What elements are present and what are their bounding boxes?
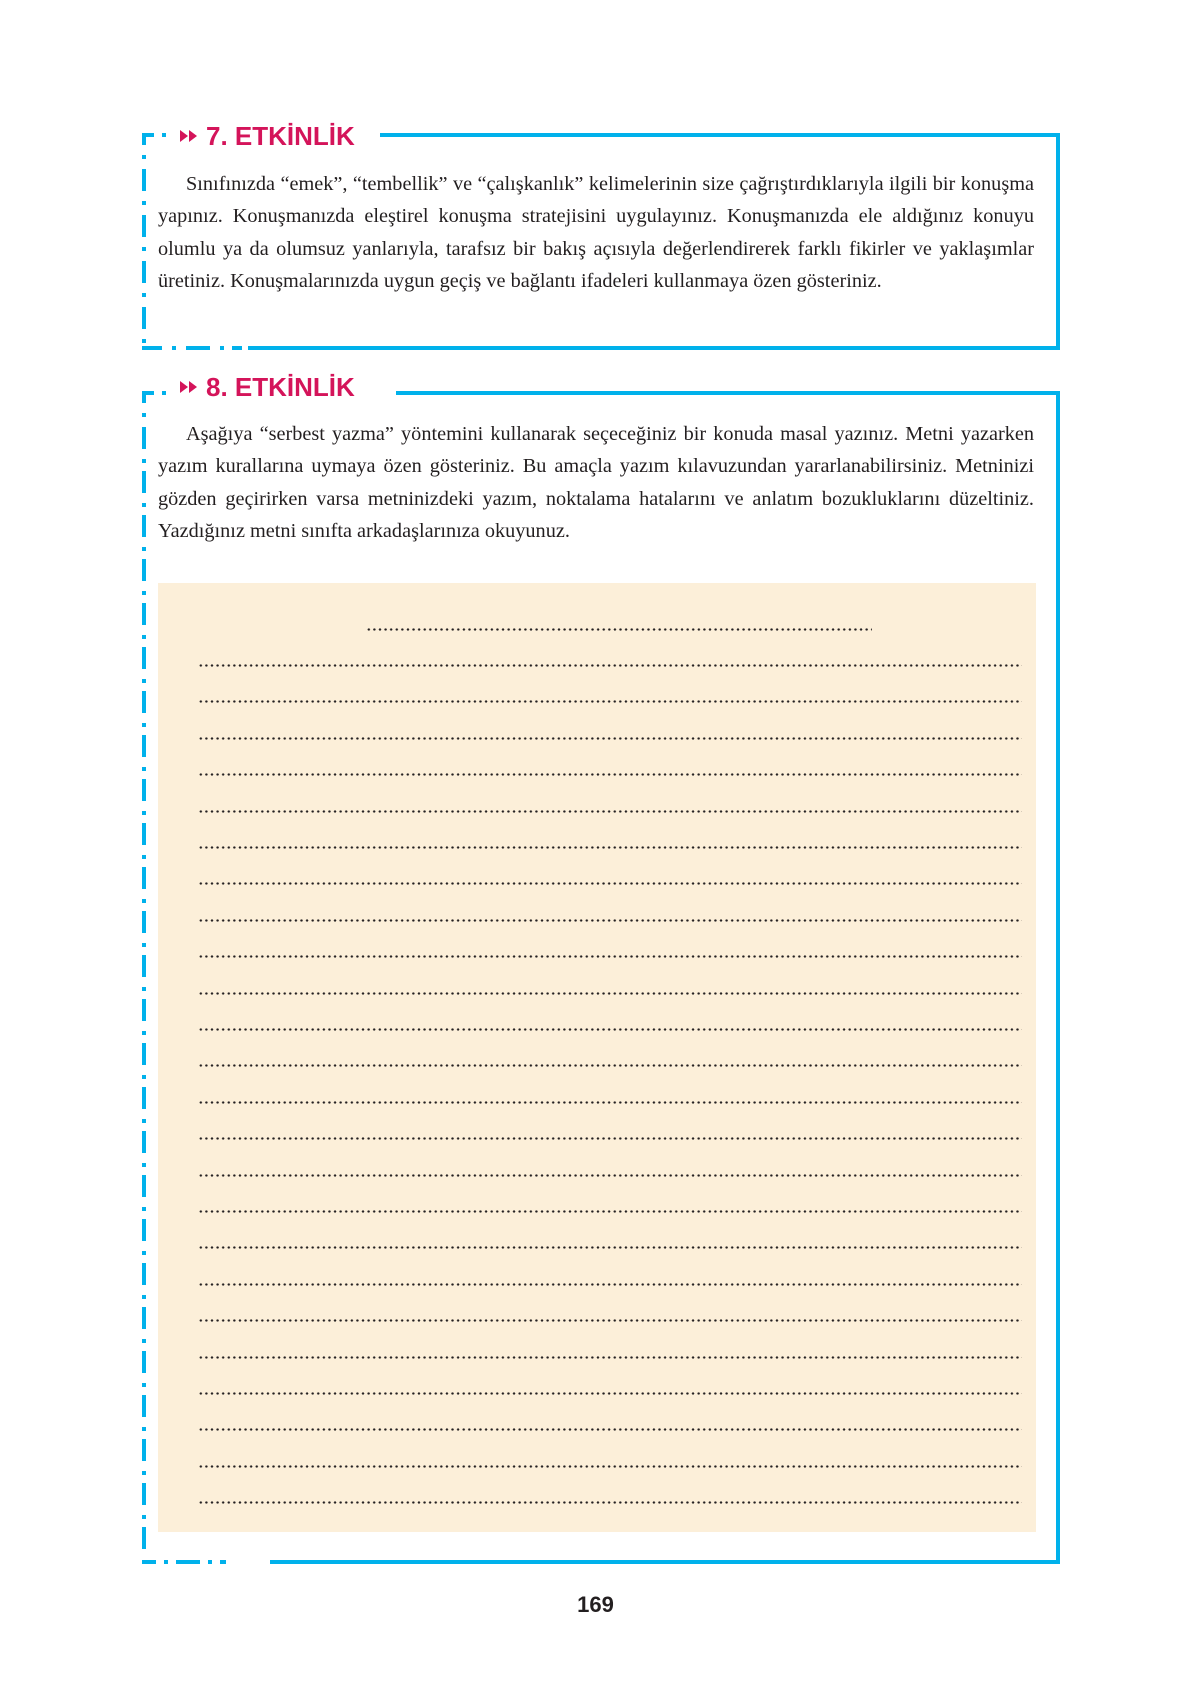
writing-line[interactable] bbox=[198, 773, 1022, 776]
writing-line[interactable] bbox=[198, 1319, 1022, 1322]
writing-line[interactable] bbox=[198, 919, 1022, 922]
box-left-dashes bbox=[142, 391, 146, 1563]
box-bottom-dashes bbox=[142, 1560, 252, 1564]
writing-line[interactable] bbox=[198, 992, 1022, 995]
box-top-dashes bbox=[142, 391, 182, 395]
writing-line[interactable] bbox=[198, 664, 1022, 667]
writing-line[interactable] bbox=[198, 1101, 1022, 1104]
activity-8-instructions bbox=[158, 418, 1034, 548]
writing-line[interactable] bbox=[198, 1064, 1022, 1067]
title-writing-line[interactable] bbox=[366, 628, 872, 631]
writing-area[interactable] bbox=[158, 583, 1036, 1532]
writing-line[interactable] bbox=[198, 1428, 1022, 1431]
box-right-border bbox=[1056, 391, 1060, 1564]
writing-line[interactable] bbox=[198, 1137, 1022, 1140]
writing-line[interactable] bbox=[198, 1246, 1022, 1249]
writing-line[interactable] bbox=[198, 1392, 1022, 1395]
double-arrow-right-icon bbox=[180, 381, 198, 393]
writing-line[interactable] bbox=[198, 1501, 1022, 1504]
activity-8-text: Aşağıya “serbest yazma” yöntemini kullanarak seçeceğiniz bir konuda masal yazınız. Metni yazarken yazım kurallarına uymaya özen gösteriniz. Bu amaçla yazım kılavuzundan yararlanabilirsiniz. Metninizi gözden geçirirken varsa metninizdeki yazım, noktalama hatalarını ve anlatım bozukluklarını düzeltiniz. Yazdığınız metni sınıfta arkadaşlarınıza okuyunuz. bbox=[158, 423, 1034, 543]
writing-line[interactable] bbox=[198, 1283, 1022, 1286]
activity-8-heading bbox=[180, 371, 369, 403]
box-bottom-border bbox=[270, 1560, 1060, 1564]
writing-line[interactable] bbox=[198, 1028, 1022, 1031]
page-number: 169 bbox=[577, 1592, 614, 1617]
writing-line[interactable] bbox=[198, 1210, 1022, 1213]
writing-line[interactable] bbox=[198, 955, 1022, 958]
writing-line[interactable] bbox=[198, 1174, 1022, 1177]
activity-7-title: 7. ETKİNLİK bbox=[206, 120, 355, 151]
writing-line[interactable] bbox=[198, 700, 1022, 703]
box-top-border bbox=[396, 391, 1060, 395]
writing-line[interactable] bbox=[198, 810, 1022, 813]
writing-line[interactable] bbox=[198, 846, 1022, 849]
writing-line[interactable] bbox=[198, 737, 1022, 740]
activity-8-title: 8. ETKİNLİK bbox=[206, 371, 355, 402]
writing-line[interactable] bbox=[198, 1356, 1022, 1359]
activity-7-text: Sınıfınızda “emek”, “tembellik” ve “çalışkanlık” kelimelerinin size çağrıştırdıklarıyla ilgili bir konuşma yapınız. Konuşmanızda eleştirel konuşma stratejisini uygulayınız. Konuşmanızda ele aldığınız konuyu olumlu ya da olumsuz yanlarıyla, tarafsız bir bakış açısıyla değerlendirerek farklı fikirler ve yaklaşımlar üretiniz. Konuşmalarınızda uygun geçiş ve bağlantı ifadeleri kullanmaya özen gösteriniz. bbox=[158, 173, 1034, 293]
writing-line[interactable] bbox=[198, 1465, 1022, 1468]
writing-line[interactable] bbox=[198, 882, 1022, 885]
